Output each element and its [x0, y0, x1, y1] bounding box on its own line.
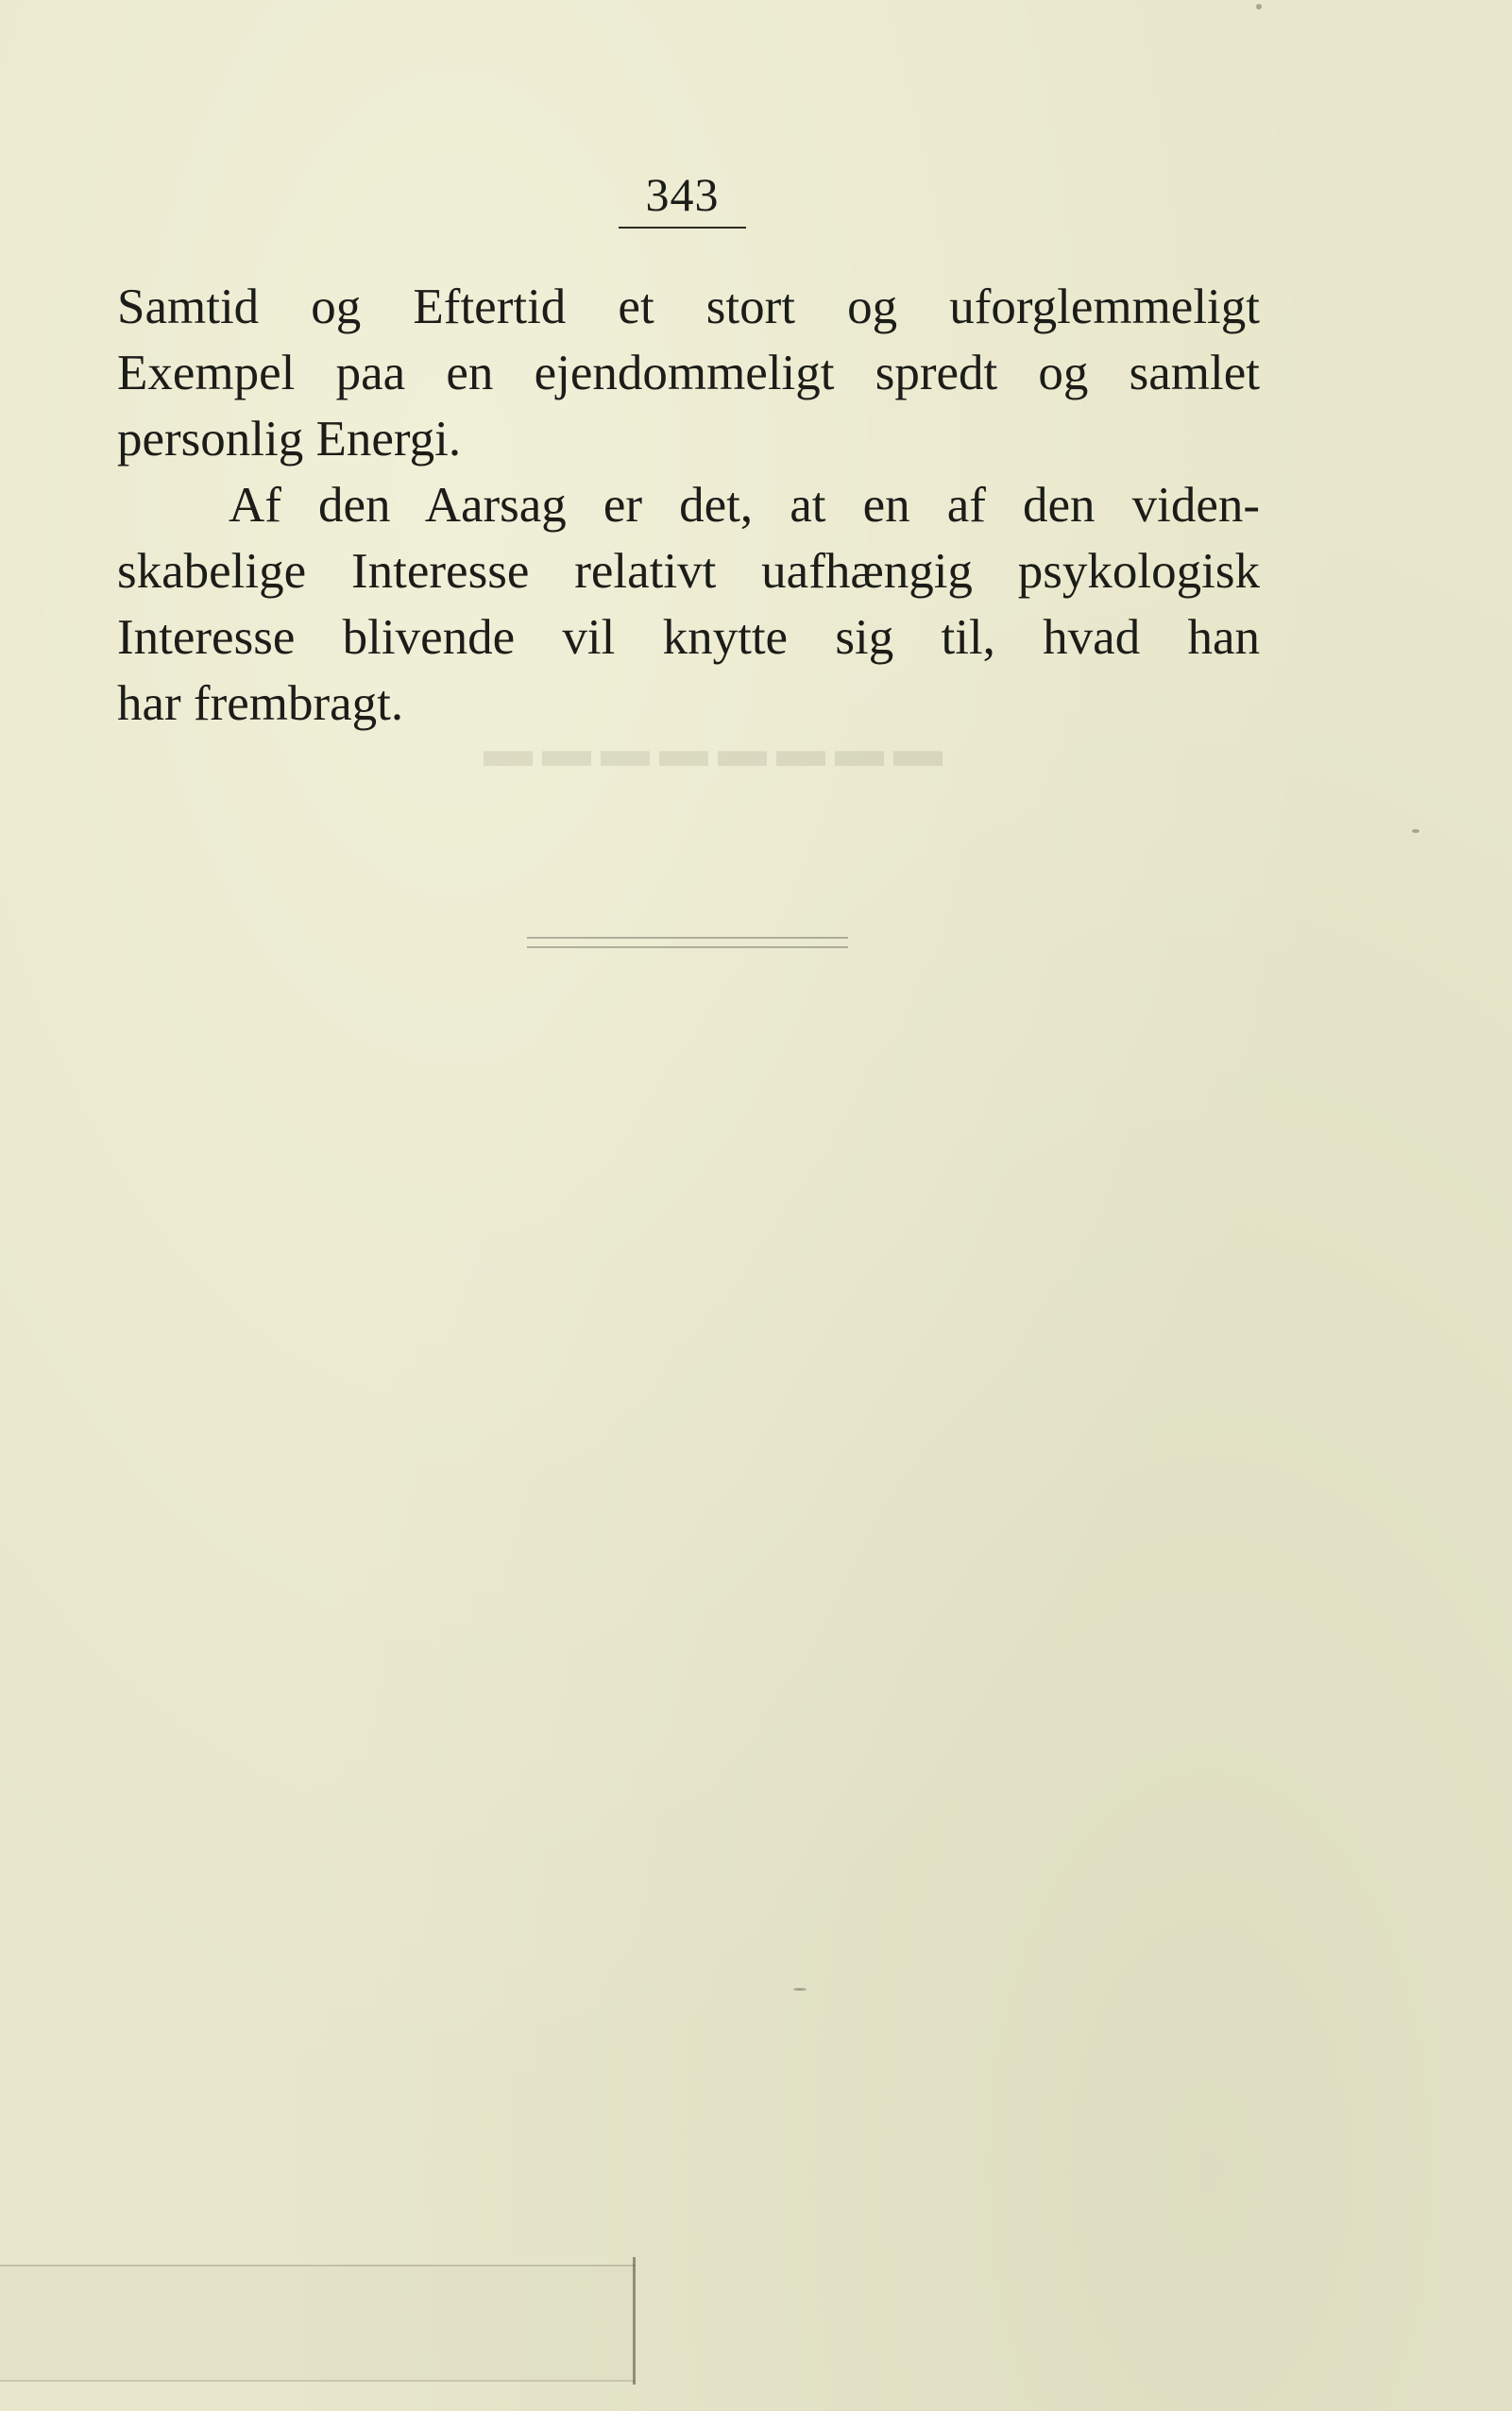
page-number: 343 — [645, 168, 720, 221]
show-through-rule — [527, 946, 848, 948]
text-line: skabelige Interesse relativt uafhængig psykologisk — [117, 544, 1260, 599]
text-line: Interesse blivende vil knytte sig til, hvad han — [117, 610, 1260, 665]
text-line: personlig Energi. — [117, 412, 462, 467]
page-edge-mark — [633, 2257, 636, 2385]
show-through-heading: ▬▬▬▬▬▬▬▬ — [474, 723, 943, 777]
text-line: Samtid og Eftertid et stort og uforglemmeligt — [117, 280, 1260, 334]
show-through-rule — [527, 937, 848, 939]
page-edge-band — [0, 2265, 635, 2382]
body-text — [117, 274, 1260, 737]
paper-speck — [1256, 4, 1262, 9]
paper-speck — [1412, 829, 1419, 833]
text-line: har frembragt. — [117, 676, 404, 731]
text-line: Af den Aarsag er det, at en af den viden- — [229, 478, 1260, 533]
page-number-rule — [619, 227, 746, 229]
paper-speck — [793, 1988, 807, 1991]
text-line: Exempel paa en ejendommeligt spredt og samlet — [117, 346, 1260, 400]
